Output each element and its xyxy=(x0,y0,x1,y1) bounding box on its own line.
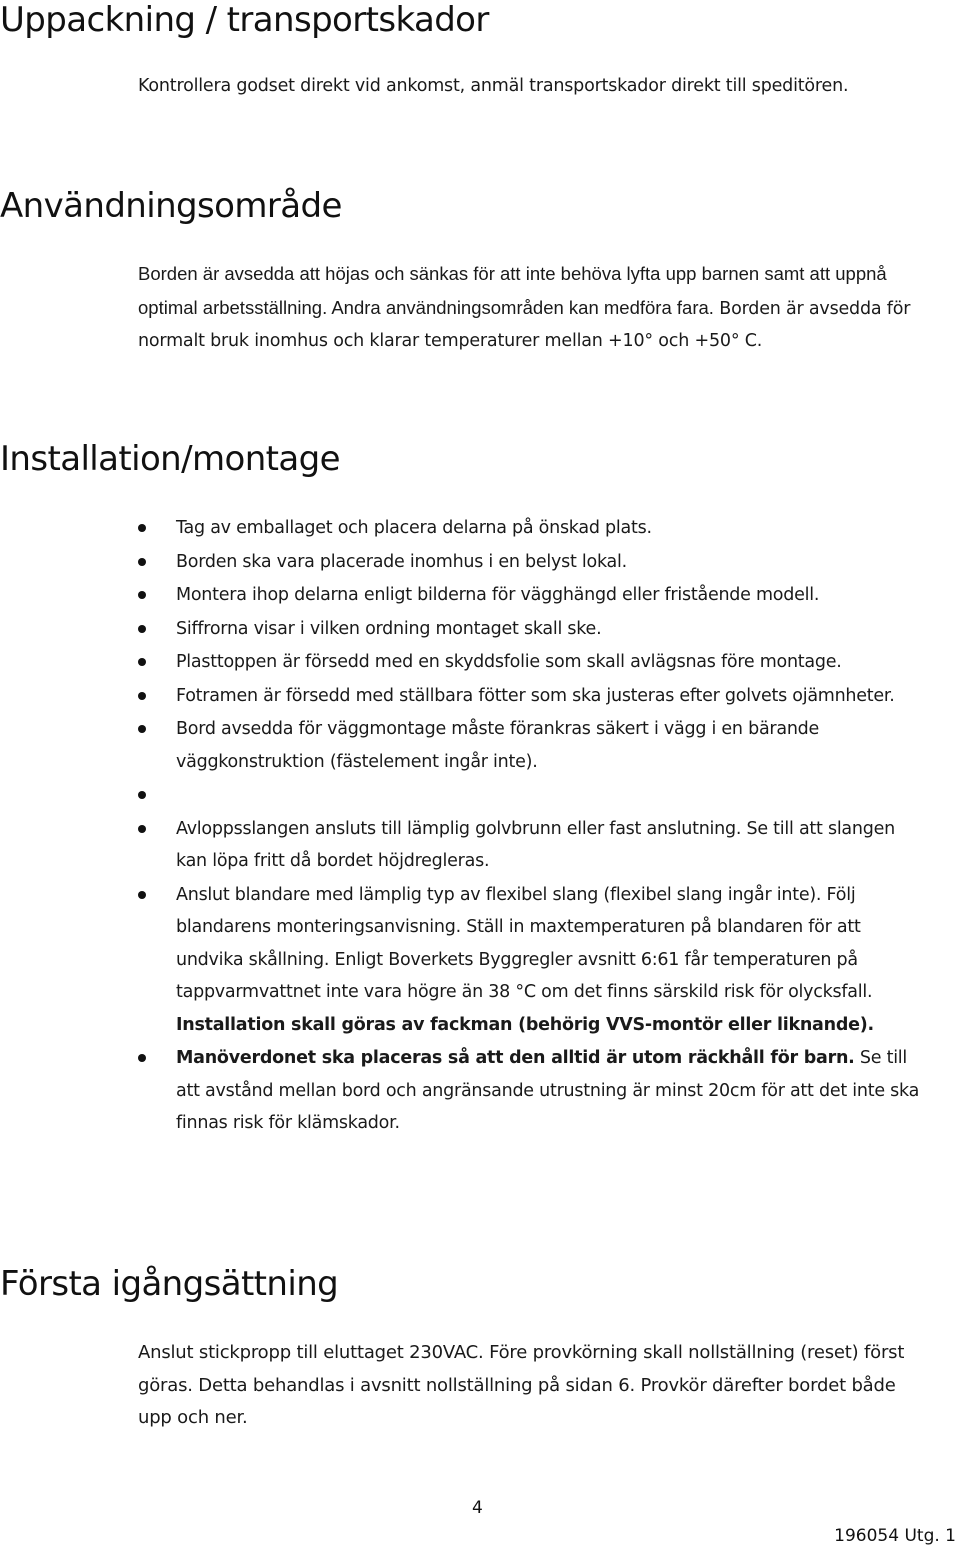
list-item-bold-text: Manöverdonet ska placeras så att den alltid är utom räckhåll för barn. xyxy=(176,1048,855,1068)
list-item xyxy=(138,512,928,545)
list-item-text: Avloppsslangen ansluts till lämplig golvbrunn eller fast anslutning. Se till att slangen kan löpa fritt då bordet höjdregleras. xyxy=(176,818,895,871)
bullet-icon xyxy=(138,625,146,633)
page-number: 4 xyxy=(472,1498,483,1518)
list-item-text: Se till att avstånd mellan bord och angränsande utrustning är minst 20cm för att det inte ska finnas risk för klämskador. xyxy=(176,1048,920,1133)
list-item-text: Anslut blandare med lämplig typ av flexibel slang (flexibel slang ingår inte). Följ blandarens monteringsanvisning. Ställ in maxtemperaturen på blandaren för att undvika skållning. Enligt Boverkets Byggregler avsnitt 6:61 får temperaturen på tappvarmvattnet inte vara högre än 38 °C om det finns särskild risk för olycksfall. xyxy=(176,884,873,1002)
heading-startup: Första igångsättning xyxy=(0,1264,339,1304)
list-item-text: Plasttoppen är försedd med en skyddsfolie som skall avlägsnas före montage. xyxy=(176,652,842,672)
usage-text-b: Borden är avsedda för normalt bruk inomhus och klarar temperaturer mellan +10° och +50° C. xyxy=(138,298,911,351)
installation-list xyxy=(138,512,928,1141)
list-item xyxy=(138,680,928,713)
list-item-text: Fotramen är försedd med ställbara fötter som ska justeras efter golvets ojämnheter. xyxy=(176,685,895,706)
bullet-icon xyxy=(138,558,146,566)
list-item-bold-text: Installation skall göras av fackman (behörig VVS-montör eller liknande). xyxy=(176,1014,874,1035)
list-item-text: Borden ska vara placerade inomhus i en belyst lokal. xyxy=(176,551,627,572)
bullet-icon xyxy=(138,591,146,599)
bullet-icon xyxy=(138,791,146,799)
bullet-icon xyxy=(138,891,146,899)
bullet-icon xyxy=(138,658,146,666)
list-item xyxy=(138,813,928,878)
heading-installation: Installation/montage xyxy=(0,439,340,479)
list-item xyxy=(138,646,928,679)
list-item-text: Bord avsedda för väggmontage måste förankras säkert i vägg i en bärande väggkonstruktion (fästelement ingår inte). xyxy=(176,719,820,772)
list-item xyxy=(138,613,928,646)
bullet-icon xyxy=(138,725,146,733)
list-item xyxy=(138,879,928,1042)
list-item xyxy=(138,579,928,612)
list-item-text: Montera ihop delarna enligt bilderna för vägghängd eller fristående modell. xyxy=(176,585,820,605)
bullet-icon xyxy=(138,524,146,532)
startup-text: Anslut stickpropp till eluttaget 230VAC. Före provkörning skall nollställning (reset) först göras. Detta behandlas i avsnitt nollställning på sidan 6. Provkör därefter bordet både upp och ner. xyxy=(138,1342,905,1428)
list-item xyxy=(138,546,928,579)
heading-usage: Användningsområde xyxy=(0,186,342,226)
heading-unpacking: Uppackning / transportskador xyxy=(0,0,489,40)
list-item-text: Siffrorna visar i vilken ordning montaget skall ske. xyxy=(176,618,602,639)
list-item-text: Tag av emballaget och placera delarna på önskad plats. xyxy=(176,518,652,538)
document-id: 196054 Utg. 1 xyxy=(834,1526,956,1546)
list-item xyxy=(138,713,928,778)
usage-text-a: Borden är avsedda att höjas och sänkas för att inte behöva lyfta upp barnen samt att uppnå optimal arbetsställning. Andra användningsområden kan medföra fara. xyxy=(138,263,887,318)
bullet-icon xyxy=(138,825,146,833)
bullet-icon xyxy=(138,1054,146,1062)
list-item xyxy=(138,1042,928,1140)
usage-text xyxy=(138,258,938,358)
bullet-icon xyxy=(138,692,146,700)
unpacking-text: Kontrollera godset direkt vid ankomst, anmäl transportskador direkt till speditören. xyxy=(138,76,849,96)
list-item-empty xyxy=(138,779,928,812)
